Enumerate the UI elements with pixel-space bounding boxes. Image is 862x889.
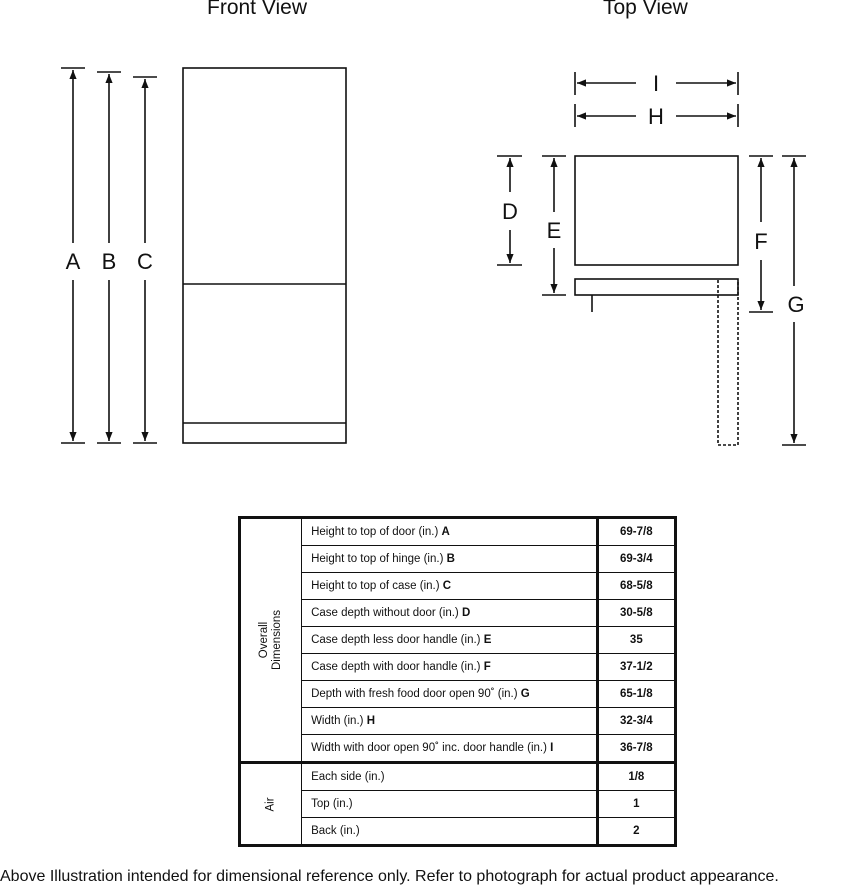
row-value: 30-5/8 — [597, 600, 675, 627]
row-label: Width with door open 90˚ inc. door handle (in.) I — [302, 735, 598, 763]
row-label: Width (in.) H — [302, 708, 598, 735]
top-view-door — [575, 279, 738, 295]
label-h: H — [648, 104, 664, 129]
row-value: 32-3/4 — [597, 708, 675, 735]
row-label: Depth with fresh food door open 90˚ (in.) G — [302, 681, 598, 708]
footnote: Above Illustration intended for dimensional reference only. Refer to photograph for actual product appearance. — [0, 868, 779, 885]
row-value: 37-1/2 — [597, 654, 675, 681]
overall-dimensions-group: Overall Dimensions — [240, 518, 302, 763]
table-row — [240, 681, 676, 708]
label-g: G — [787, 292, 805, 317]
table-row — [240, 763, 676, 791]
row-label: Case depth with door handle (in.) F — [302, 654, 598, 681]
front-view-title: Front View — [207, 0, 307, 19]
table-row — [240, 818, 676, 846]
table-row — [240, 627, 676, 654]
row-value: 68-5/8 — [597, 573, 675, 600]
row-label: Height to top of hinge (in.) B — [302, 546, 598, 573]
row-value: 35 — [597, 627, 675, 654]
row-value: 36-7/8 — [597, 735, 675, 763]
row-value: 65-1/8 — [597, 681, 675, 708]
row-value: 2 — [597, 818, 675, 846]
air-group: Air — [240, 763, 302, 846]
top-view-door-open — [718, 280, 738, 445]
table-row — [240, 708, 676, 735]
row-label: Back (in.) — [302, 818, 598, 846]
top-view-case — [575, 156, 738, 265]
row-value: 69-3/4 — [597, 546, 675, 573]
label-b: B — [101, 249, 117, 274]
dimensions-table — [238, 516, 677, 847]
table-row — [240, 600, 676, 627]
label-d: D — [502, 199, 518, 224]
row-value: 1/8 — [597, 763, 675, 791]
label-c: C — [137, 249, 153, 274]
row-label: Each side (in.) — [302, 763, 598, 791]
row-label: Height to top of door (in.) A — [302, 518, 598, 546]
table-row — [240, 573, 676, 600]
top-view-title: Top View — [603, 0, 688, 19]
row-value: 69-7/8 — [597, 518, 675, 546]
label-i: I — [652, 71, 660, 96]
row-label: Case depth less door handle (in.) E — [302, 627, 598, 654]
row-label: Height to top of case (in.) C — [302, 573, 598, 600]
row-value: 1 — [597, 791, 675, 818]
row-label: Case depth without door (in.) D — [302, 600, 598, 627]
table-row — [240, 546, 676, 573]
label-e: E — [546, 218, 562, 243]
row-label: Top (in.) — [302, 791, 598, 818]
front-view-cabinet — [183, 68, 346, 443]
table-row — [240, 518, 676, 546]
label-a: A — [65, 249, 81, 274]
table-row — [240, 654, 676, 681]
table-row — [240, 791, 676, 818]
table-row — [240, 735, 676, 763]
label-f: F — [754, 229, 768, 254]
